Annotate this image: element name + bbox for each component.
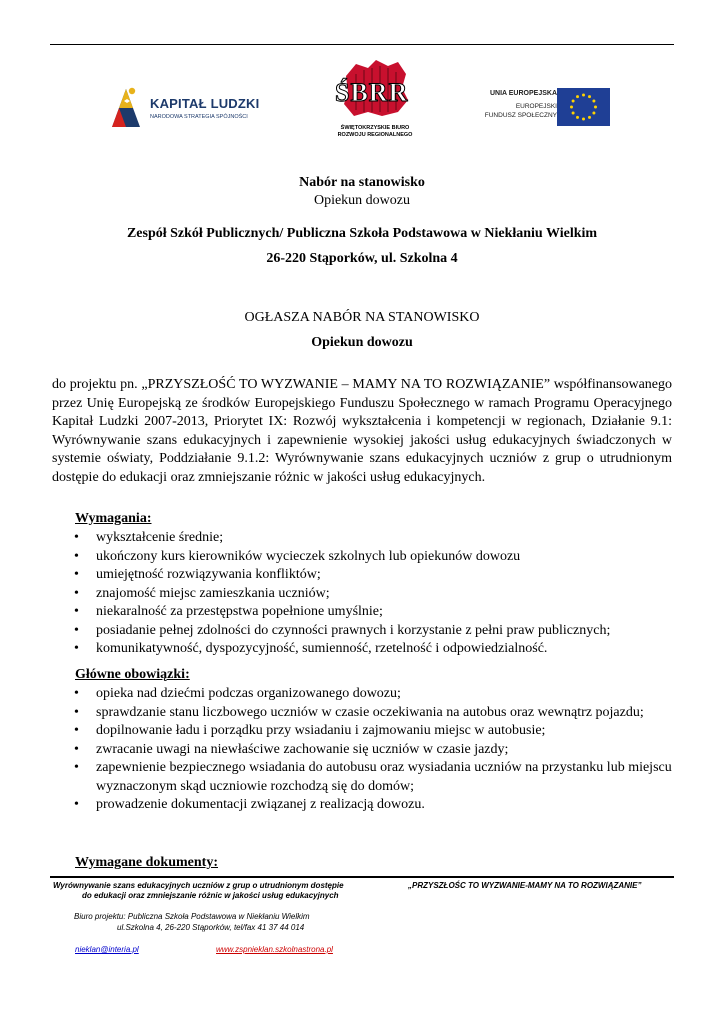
- position-title: Opiekun dowozu: [311, 335, 413, 350]
- school-name: Zespół Szkół Publicznych/ Publiczna Szkoła Podstawowa w Niekłaniu Wielkim: [126, 226, 598, 241]
- footer-office-line1: Biuro projektu: Publiczna Szkoła Podstawowa w Niekłaniu Wielkim: [74, 912, 310, 921]
- kapital-ludzki-title: KAPITAŁ LUDZKI: [150, 96, 260, 111]
- footer-project-line2: do edukacji oraz zmniejszanie różnic w jakości usług edukacyjnych: [82, 891, 339, 900]
- footer-website-link[interactable]: www.zspnieklan.szkolnastrona.pl: [216, 945, 333, 954]
- requirements-heading: Wymagania:: [75, 511, 152, 526]
- school-address: 26-220 Stąporków, ul. Szkolna 4: [266, 251, 458, 266]
- list-item: • prowadzenie dokumentacji związanej z realizacją dowozu.: [52, 796, 672, 815]
- duties-list: [52, 685, 672, 815]
- list-item: • niekaralność za przestępstwa popełnione umyślnie;: [52, 603, 672, 622]
- footer-project-title: „PRZYSZŁOŚC TO WYZWANIE-MAMY NA TO ROZWIĄZANIE”: [408, 881, 642, 890]
- list-item: • znajomość miejsc zamieszkania uczniów;: [52, 585, 672, 604]
- top-rule: [50, 44, 674, 45]
- footer-rule: [50, 876, 674, 878]
- sbrr-caption-line2: ROZWOJU REGIONALNEGO: [337, 132, 413, 138]
- eu-subtitle-line2: FUNDUSZ SPOŁECZNY: [484, 112, 557, 119]
- eu-subtitle-line1: EUROPEJSKI: [515, 103, 557, 110]
- documents-heading: Wymagane dokumenty:: [75, 855, 218, 870]
- requirements-list: [52, 529, 672, 659]
- announcement-heading: OGŁASZA NABÓR NA STANOWISKO: [244, 310, 480, 325]
- list-item: [52, 704, 672, 723]
- footer-email-link[interactable]: nieklan@interia.pl: [75, 945, 139, 954]
- list-item: • dopilnowanie ładu i porządku przy wsiadaniu i zajmowaniu miejsc w autobusie;: [52, 722, 672, 741]
- footer-office-line2: ul.Szkolna 4, 26-220 Stąporków, tel/fax 41 37 44 014: [117, 923, 305, 932]
- eu-flag-icon: [557, 88, 610, 126]
- list-item-text: sprawdzanie stanu liczbowego uczniów w czasie oczekiwania na autobus oraz wewnątrz pojazdu;: [96, 704, 644, 720]
- kapital-ludzki-mark-icon: [108, 83, 144, 131]
- eu-title: UNIA EUROPEJSKA: [489, 90, 557, 97]
- sbrr-wordmark: ŚBRR: [335, 78, 409, 107]
- list-item: • zapewnienie bezpiecznego wsiadania do autobusu oraz wysiadania uczniów na przystanku lub miejscu wyznaczonym skąd uczniowie rozchodzą się do domów;: [52, 759, 672, 796]
- sbrr-caption-line1: ŚWIĘTOKRZYSKIE BIURO: [340, 125, 410, 131]
- kapital-ludzki-subtitle: NARODOWA STRATEGIA SPÓJNOŚCI: [150, 114, 248, 120]
- list-item: • opieka nad dziećmi podczas organizowanego dowozu;: [52, 685, 672, 704]
- eu-logo: [475, 88, 615, 128]
- footer-project-line1: Wyrównywanie szans edukacyjnych uczniów z grup o utrudnionym dostępie: [53, 881, 344, 890]
- intro-paragraph: do projektu pn. „PRZYSZŁOŚĆ TO WYZWANIE – MAMY NA TO ROZWIĄZANIE” współfinansowanego przez Unię Europejską ze środków Europejskiego Funduszu Społecznego w ramach Programu Operacyjnego Kapitał Ludzki 2007-2013, Priorytet IX: Rozwój wykształcenia i kompetencji w regionach, Działanie 9.1: Wyrównywanie szans edukacyjnych i zapewnienie wysokiej jakości usług edukacyjnych świadczonych w systemie oświaty, Poddziałanie 9.1.2: Wyrównywanie szans edukacyjnych uczniów z grup o utrudnionym dostępie do edukacji oraz zmniejszanie różnic w jakości usług edukacyjnych.: [52, 377, 672, 485]
- sbrr-logo: [328, 58, 422, 142]
- list-item: • zwracanie uwagi na niewłaściwe zachowanie się uczniów w czasie jazdy;: [52, 741, 672, 760]
- list-item: • umiejętność rozwiązywania konfliktów;: [52, 566, 672, 585]
- recruitment-heading: Nabór na stanowisko: [299, 175, 425, 190]
- list-item: • posiadanie pełnej zdolności do czynności prawnych i korzystanie z pełni praw publicznych;: [52, 622, 672, 641]
- duties-heading: Główne obowiązki:: [75, 667, 190, 682]
- kapital-ludzki-logo: [108, 83, 278, 131]
- list-item: • wykształcenie średnie;: [52, 529, 672, 548]
- list-item: • komunikatywność, dyspozycyjność, sumienność, rzetelność i odpowiedzialność.: [52, 640, 672, 659]
- list-item: • ukończony kurs kierowników wycieczek szkolnych lub opiekunów dowozu: [52, 548, 672, 567]
- position-subheading: Opiekun dowozu: [313, 193, 411, 208]
